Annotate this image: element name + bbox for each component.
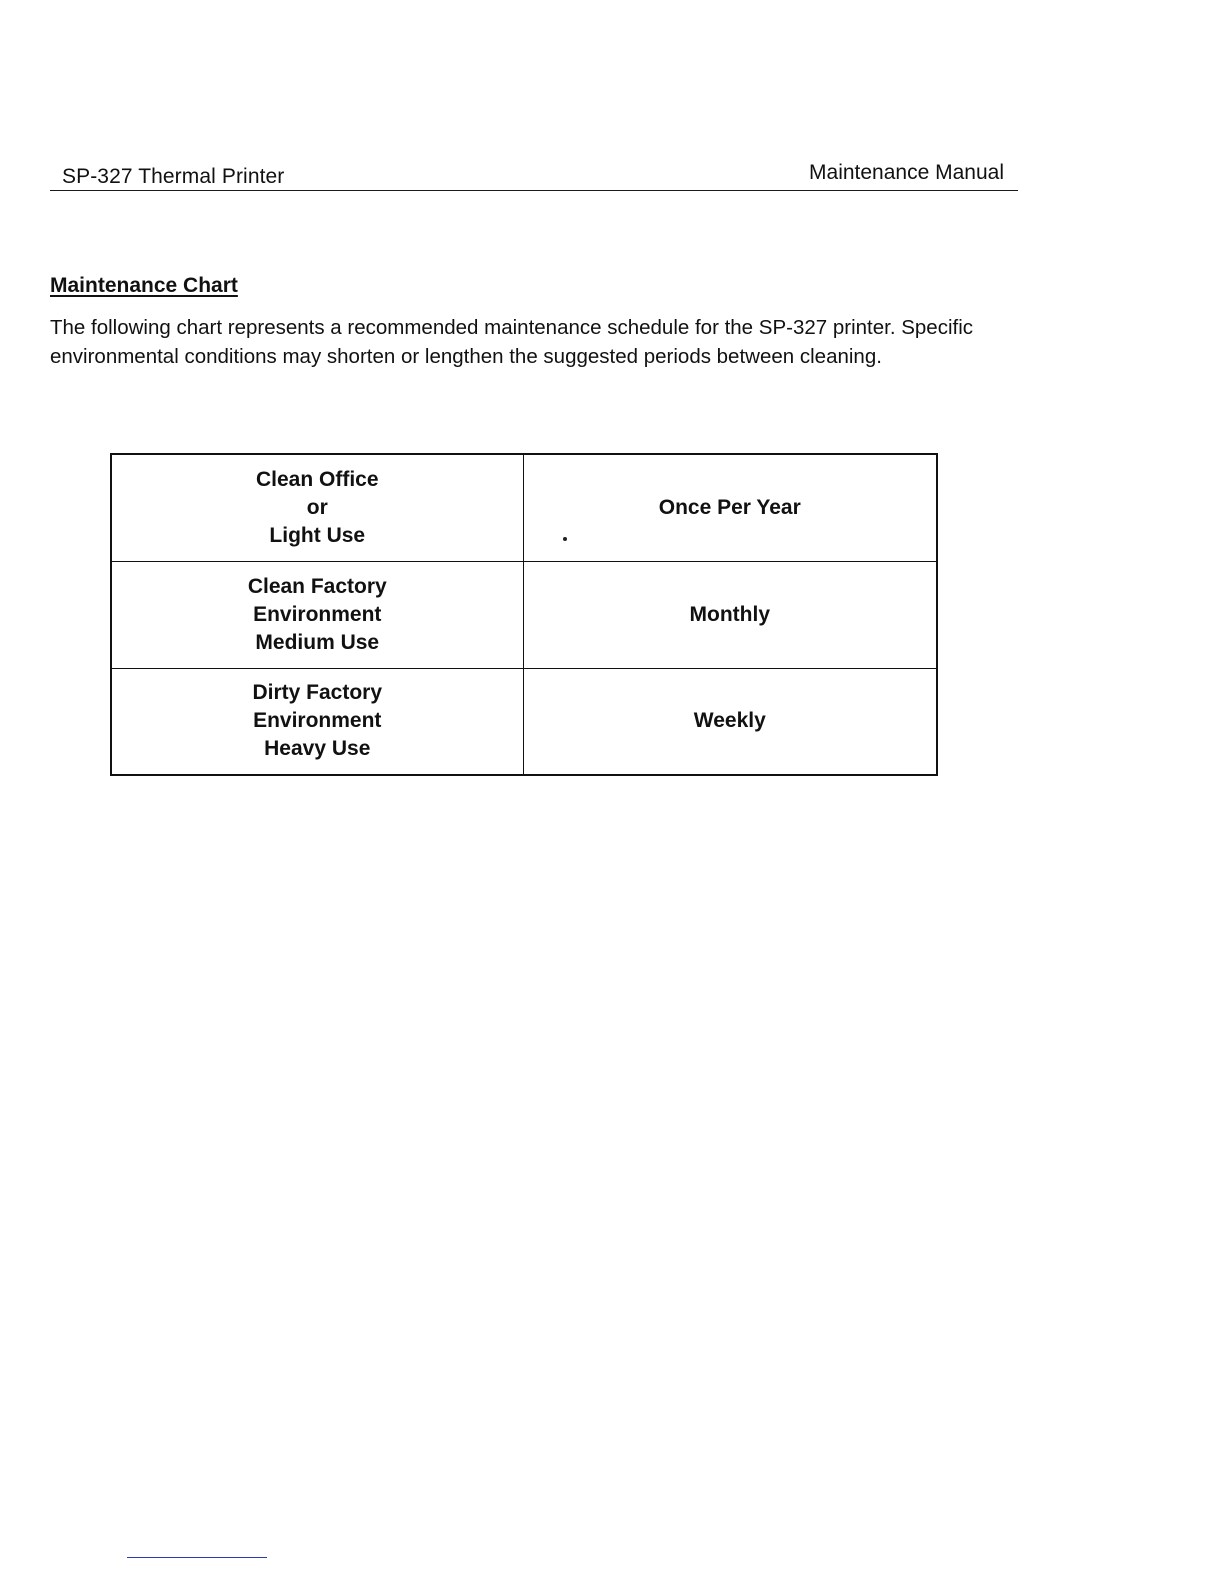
condition-cell (111, 454, 523, 561)
table-row (111, 668, 937, 775)
intro-paragraph: The following chart represents a recommended maintenance schedule for the SP-327 printer. Specific environmental conditions may shorten or lengthen the suggested periods between cleaning. (50, 316, 974, 368)
section-title: Maintenance Chart (50, 274, 238, 297)
condition-cell (111, 561, 523, 668)
condition-line: Clean Office (255, 467, 379, 491)
condition-line: Environment (253, 602, 382, 626)
condition-line: or (306, 495, 328, 519)
condition-line: Light Use (269, 523, 366, 547)
frequency-cell: Once Per Year (523, 454, 937, 561)
condition-cell (111, 668, 523, 775)
header-document-title: SP-327 Thermal Printer (62, 165, 285, 188)
table-row (111, 454, 937, 561)
footer-rule (127, 1557, 267, 1558)
condition-line: Environment (253, 709, 382, 733)
condition-line: Clean Factory (247, 574, 387, 598)
condition-line: Medium Use (255, 630, 380, 654)
maintenance-schedule-table (110, 453, 938, 776)
scan-speck (563, 537, 567, 541)
condition-line: Heavy Use (264, 737, 371, 761)
condition-line: Dirty Factory (252, 681, 383, 705)
header-manual-title: Maintenance Manual (809, 161, 1004, 184)
frequency-cell: Monthly (523, 561, 937, 668)
table-row (111, 561, 937, 668)
frequency-cell: Weekly (523, 668, 937, 775)
running-header (50, 160, 1018, 191)
